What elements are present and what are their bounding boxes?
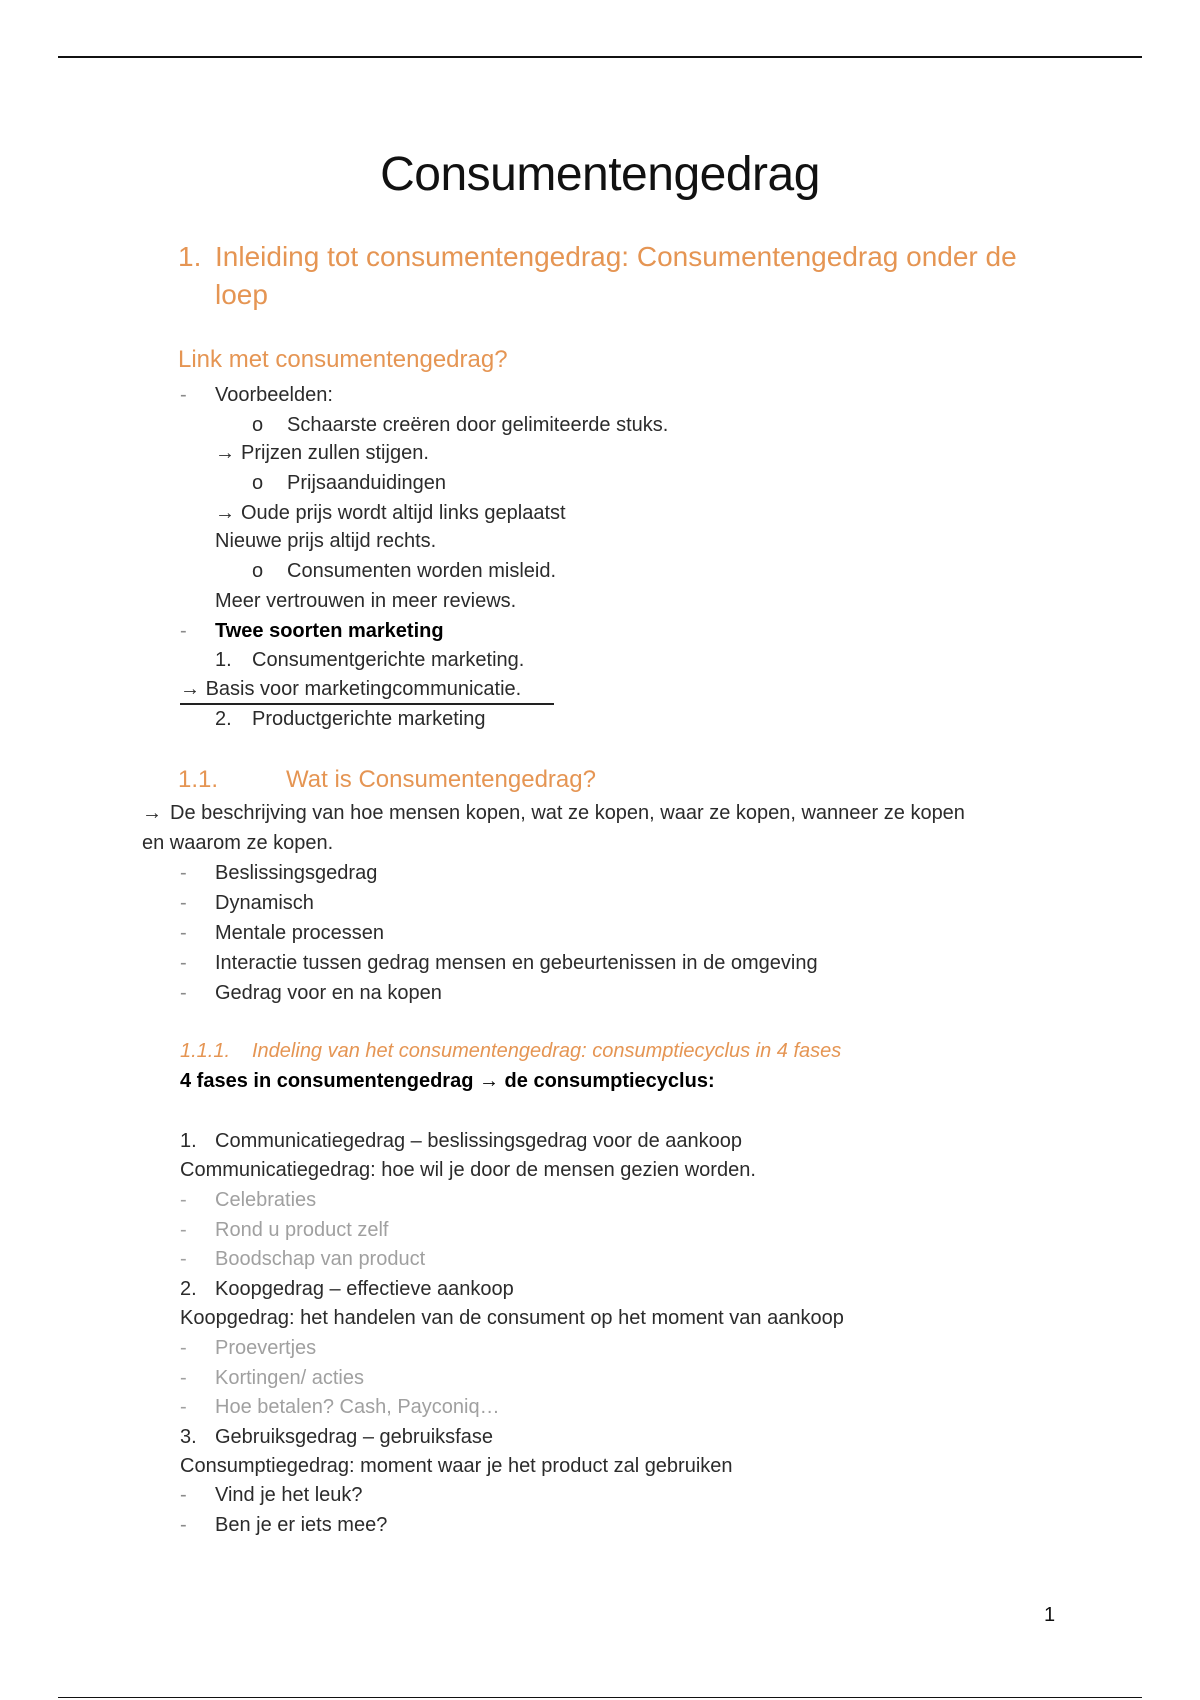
list-item: Ben je er iets mee? (215, 1514, 388, 1536)
bullet-dash: - (180, 922, 187, 944)
phase-1-title: Communicatiegedrag – beslissingsgedrag voor de aankoop (215, 1130, 742, 1152)
phase-3-title: Gebruiksgedrag – gebruiksfase (215, 1426, 493, 1448)
prijsaanduidingen-item: Prijsaanduidingen (287, 472, 447, 494)
list-number-2: 2. (215, 708, 232, 730)
list-item: Hoe betalen? Cash, Payconiq… (215, 1396, 500, 1418)
list-number-2: 2. (180, 1278, 197, 1300)
section-1-1-title: Wat is Consumentengedrag? (286, 766, 596, 793)
bullet-dash: - (180, 1514, 187, 1536)
list-item: Mentale processen (215, 922, 384, 944)
arrow-icon: → (142, 802, 162, 824)
list-number-3: 3. (180, 1426, 197, 1448)
section-1-title-line2: loep (215, 279, 268, 310)
footer-rule (58, 1697, 1142, 1698)
list-number-1: 1. (180, 1130, 197, 1152)
basis-line (180, 676, 554, 705)
arrow-icon: → (180, 678, 200, 700)
basis-text: Basis voor marketingcommunicatie. (205, 678, 522, 700)
phase-1-definition: Communicatiegedrag: hoe wil je door de mensen gezien worden. (180, 1159, 756, 1181)
twee-soorten-heading: Twee soorten marketing (215, 620, 444, 642)
section-1-title-line1: Inleiding tot consumentengedrag: Consumentengedrag onder de (215, 241, 1017, 272)
section-1-1-1-number: 1.1.1. (180, 1040, 231, 1062)
bullet-dash: - (180, 862, 187, 884)
bullet-dash: - (180, 384, 187, 406)
sub-bullet: o (252, 560, 264, 582)
oude-prijs: Oude prijs wordt altijd links geplaatst (241, 502, 566, 524)
list-number-1: 1. (215, 649, 232, 671)
list-item: Beslissingsgedrag (215, 862, 378, 884)
bullet-dash: - (180, 1189, 187, 1211)
vertrouwen-text: Meer vertrouwen in meer reviews. (215, 590, 517, 612)
document-title: Consumentengedrag (380, 148, 820, 201)
link-heading: Link met consumentengedrag? (178, 346, 508, 373)
phase-2-definition: Koopgedrag: het handelen van de consument op het moment van aankoop (180, 1307, 844, 1329)
fases-intro-b: de consumptiecyclus: (504, 1070, 715, 1092)
bullet-dash: - (180, 1337, 187, 1359)
list-item: Vind je het leuk? (215, 1484, 363, 1506)
section-1-1-desc-line2: en waarom ze kopen. (142, 832, 334, 854)
bullet-dash: - (180, 982, 187, 1004)
list-item: Gedrag voor en na kopen (215, 982, 442, 1004)
arrow-icon: → (215, 502, 235, 524)
bullet-dash: - (180, 952, 187, 974)
productgericht-item: Productgerichte marketing (252, 708, 486, 730)
voorbeelden-label: Voorbeelden: (215, 384, 333, 406)
fases-intro (180, 1068, 715, 1094)
consumentgericht-item: Consumentgerichte marketing. (252, 649, 525, 671)
bullet-dash: - (180, 1219, 187, 1241)
bullet-dash: - (180, 1248, 187, 1270)
section-1-number: 1. (178, 241, 202, 272)
list-item: Interactie tussen gedrag mensen en gebeurtenissen in de omgeving (215, 952, 818, 974)
phase-2-title: Koopgedrag – effectieve aankoop (215, 1278, 514, 1300)
bullet-dash: - (180, 620, 187, 642)
misleid-item: Consumenten worden misleid. (287, 560, 557, 582)
list-item: Dynamisch (215, 892, 314, 914)
header-rule (58, 56, 1142, 58)
nieuwe-prijs: Nieuwe prijs altijd rechts. (215, 530, 437, 552)
page-number: 1 (1044, 1604, 1056, 1626)
section-1-1-1-title: Indeling van het consumentengedrag: consumptiecyclus in 4 fases (252, 1040, 842, 1062)
section-1-1-number: 1.1. (178, 766, 219, 793)
list-item: Rond u product zelf (215, 1219, 389, 1241)
section-1-1-desc-line1: De beschrijving van hoe mensen kopen, wat ze kopen, waar ze kopen, wanneer ze kopen (170, 802, 965, 824)
bullet-dash: - (180, 1484, 187, 1506)
arrow-icon: → (215, 442, 235, 464)
list-item: Proevertjes (215, 1337, 317, 1359)
list-item: Celebraties (215, 1189, 317, 1211)
bullet-dash: - (180, 1367, 187, 1389)
sub-bullet: o (252, 414, 264, 436)
schaarste-item: Schaarste creëren door gelimiteerde stuks. (287, 414, 669, 436)
prijzen-stijgen: Prijzen zullen stijgen. (241, 442, 429, 464)
phase-3-definition: Consumptiegedrag: moment waar je het product zal gebruiken (180, 1455, 733, 1477)
list-item: Kortingen/ acties (215, 1367, 364, 1389)
bullet-dash: - (180, 1396, 187, 1418)
sub-bullet: o (252, 472, 264, 494)
bullet-dash: - (180, 892, 187, 914)
arrow-icon: → (478, 1070, 499, 1092)
fases-intro-a: 4 fases in consumentengedrag (180, 1070, 474, 1092)
list-item: Boodschap van product (215, 1248, 426, 1270)
